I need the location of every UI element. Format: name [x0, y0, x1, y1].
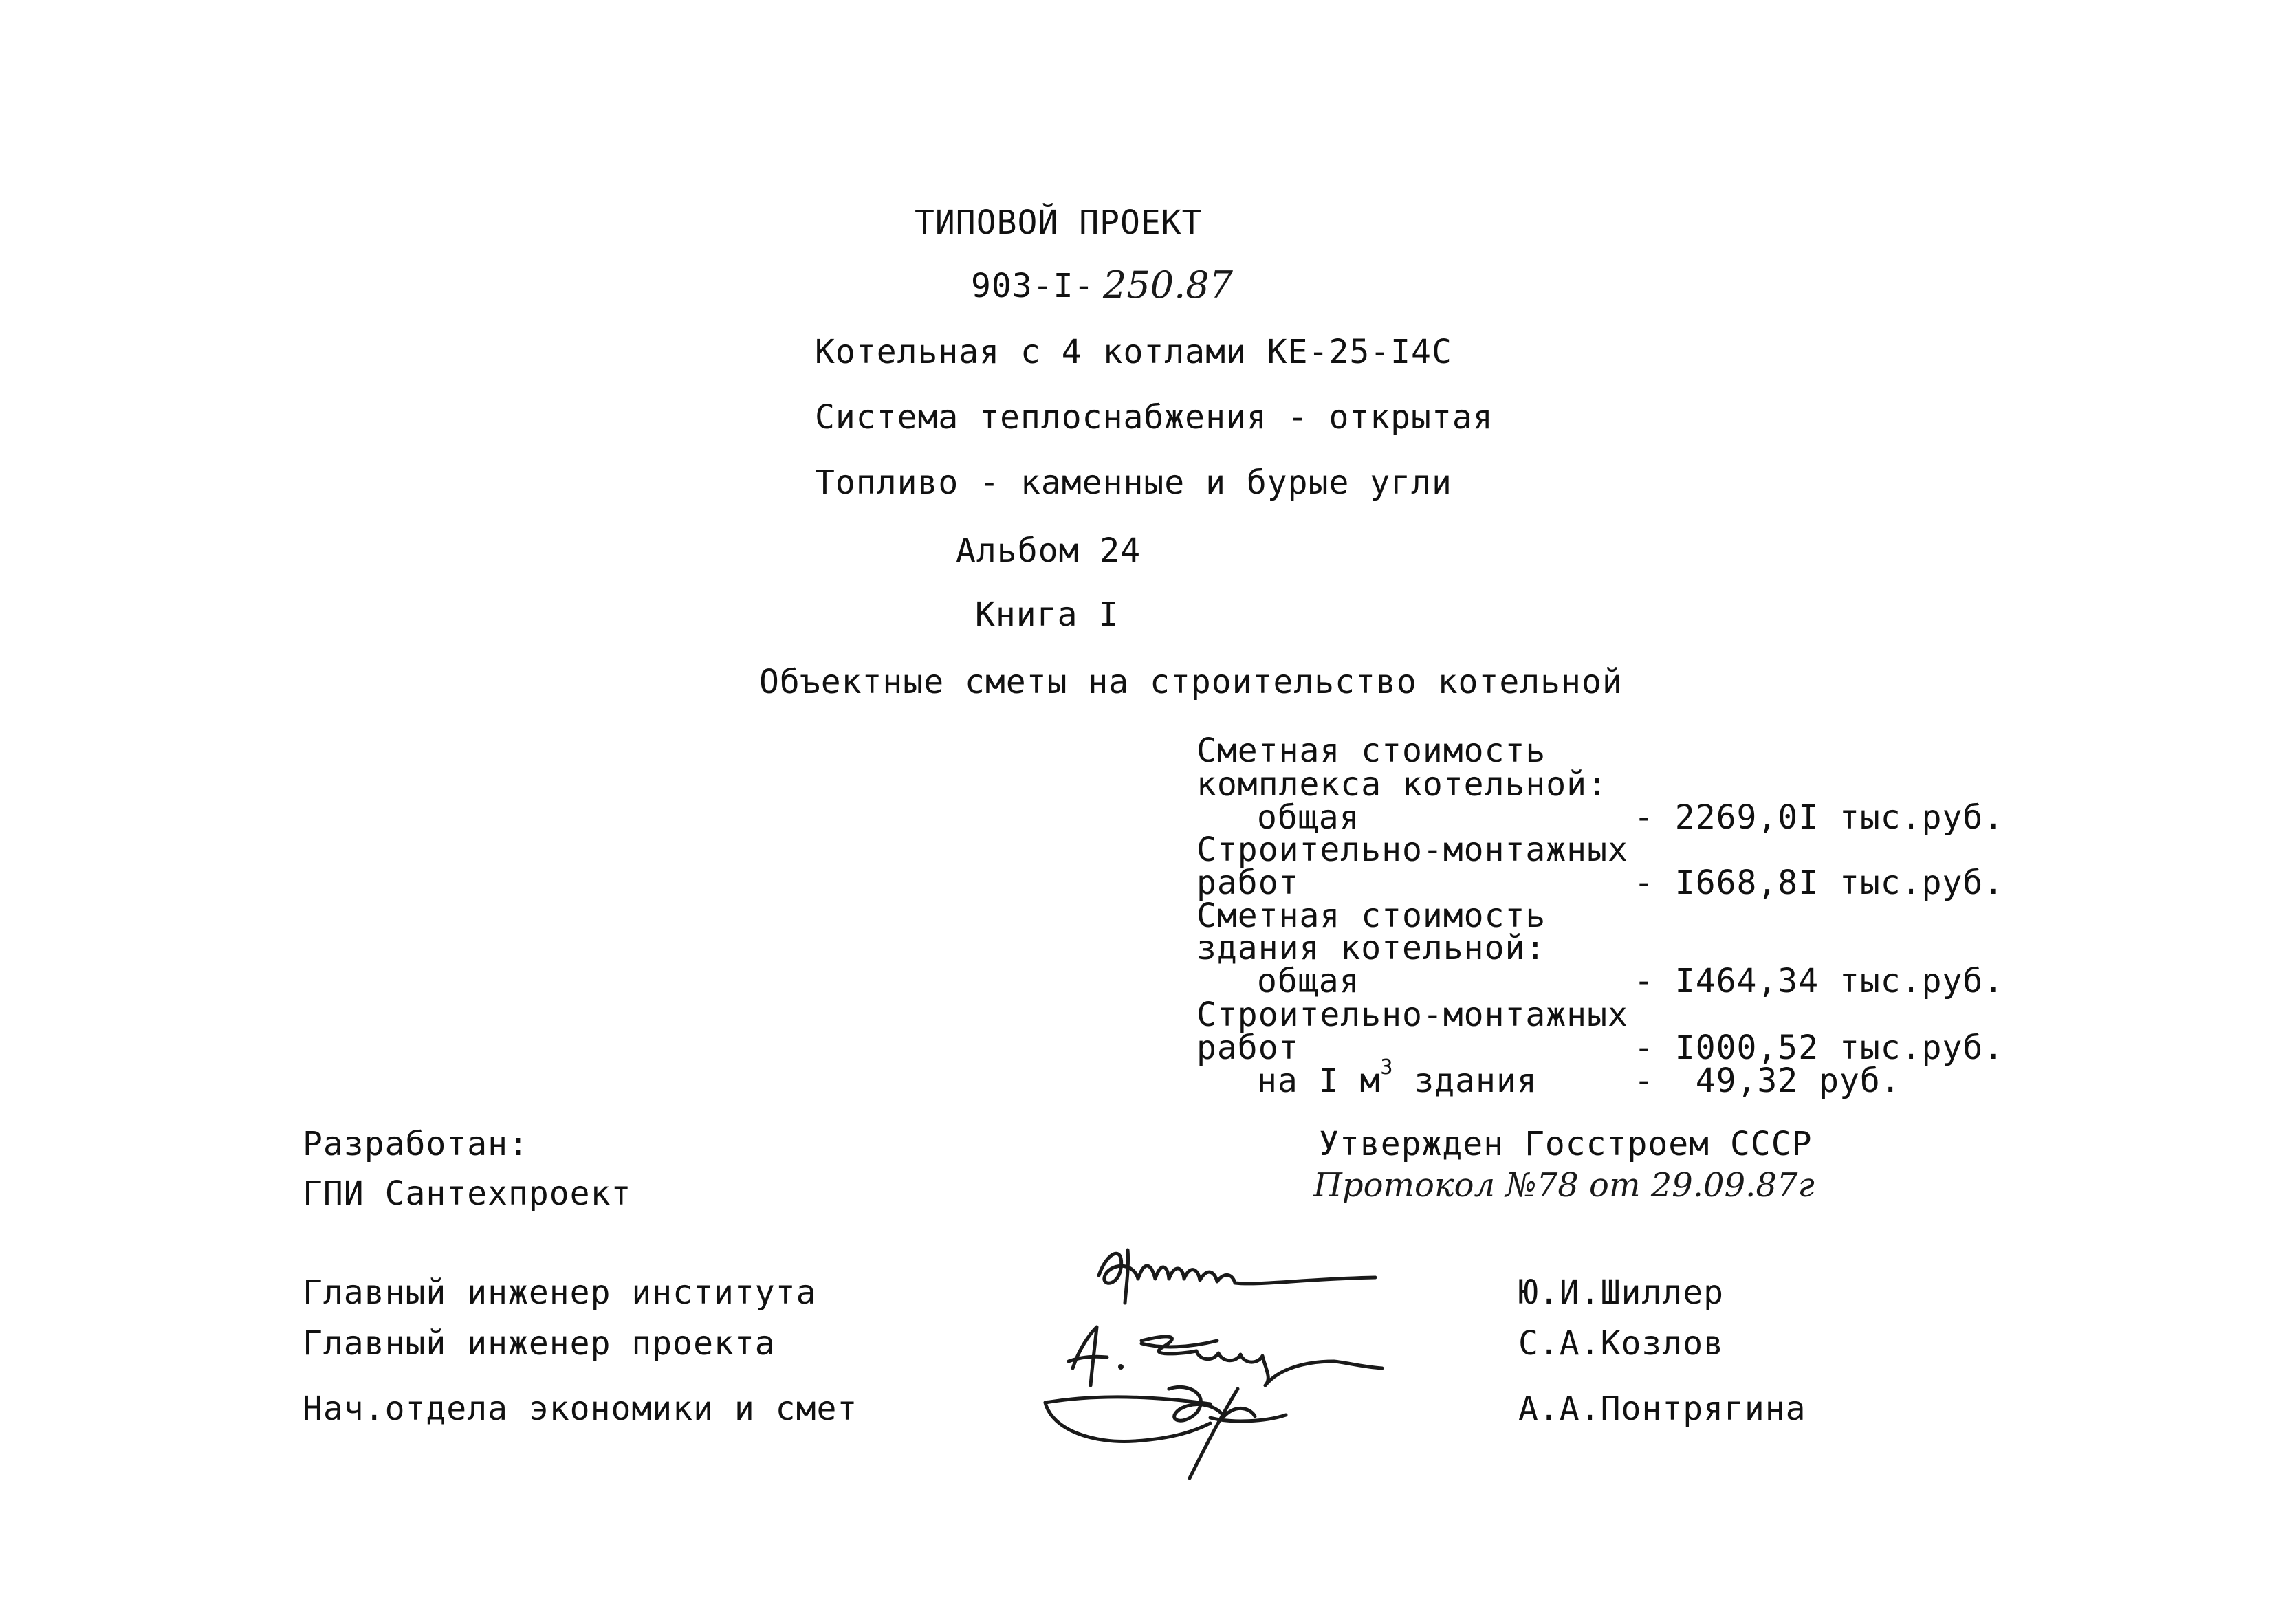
building-smr-label-2: работ: [1196, 1029, 1300, 1067]
building-heading-1: Сметная стоимость: [1196, 897, 1546, 935]
per-m3-exponent: 3: [1380, 1055, 1394, 1079]
signatory-position-3: Нач.отдела экономики и смет: [303, 1390, 858, 1428]
complex-total-label: общая: [1257, 798, 1360, 837]
developer-org: ГПИ Сантехпроект: [303, 1174, 632, 1213]
title-line-3: Топливо - каменные и бурые угли: [815, 463, 1452, 502]
signatory-position-1: Главный инженер института: [303, 1273, 817, 1312]
signature-1-icon: [1086, 1238, 1403, 1313]
signature-3-icon: [1031, 1375, 1320, 1485]
per-m3-label-tail: здания: [1393, 1062, 1538, 1100]
building-smr-label-1: Строительно-монтажных: [1196, 996, 1628, 1034]
complex-smr-label-1: Строительно-монтажных: [1196, 831, 1628, 869]
complex-smr-value: - I668,8I тыс.руб.: [1634, 864, 2004, 902]
approval-protocol-handwritten: Протокол №78 от 29.09.87г: [1313, 1166, 1815, 1205]
book-label: Книга I: [975, 595, 1119, 634]
project-number-handwritten: 250.87: [1103, 263, 1233, 307]
complex-smr-label-2: работ: [1196, 864, 1300, 902]
subject-heading: Объектные сметы на строительство котельной: [759, 663, 1623, 701]
title-line-2: Система теплоснабжения - открытая: [815, 398, 1494, 437]
title-line-1: Котельная с 4 котлами КЕ-25-I4С: [815, 333, 1452, 371]
per-m3-label: [1257, 1055, 1538, 1100]
signatory-name-1: Ю.И.Шиллер: [1518, 1273, 1724, 1312]
complex-heading-1: Сметная стоимость: [1196, 732, 1546, 770]
per-m3-value: - 49,32 руб.: [1634, 1062, 1901, 1100]
building-heading-2: здания котельной:: [1196, 929, 1546, 967]
building-total-value: - I464,34 тыс.руб.: [1634, 962, 2004, 1000]
album-label: Альбом 24: [956, 531, 1141, 570]
complex-heading-2: комплекса котельной:: [1196, 765, 1608, 804]
signatory-position-2: Главный инженер проекта: [303, 1324, 776, 1363]
complex-total-value: - 2269,0I тыс.руб.: [1634, 798, 2004, 837]
approval-label: Утвержден Госстроем СССР: [1319, 1125, 1813, 1163]
developer-label: Разработан:: [303, 1125, 529, 1163]
building-smr-value: - I000,52 тыс.руб.: [1634, 1029, 2004, 1067]
per-m3-label-text: на I м: [1257, 1062, 1381, 1100]
project-number-printed: 903-I-: [971, 267, 1095, 305]
signatory-name-3: А.А.Понтрягина: [1518, 1390, 1806, 1428]
building-total-label: общая: [1257, 962, 1360, 1000]
doc-type-heading: ТИПОВОЙ ПРОЕКТ: [915, 204, 1203, 242]
signatory-name-2: С.А.Козлов: [1518, 1324, 1724, 1363]
